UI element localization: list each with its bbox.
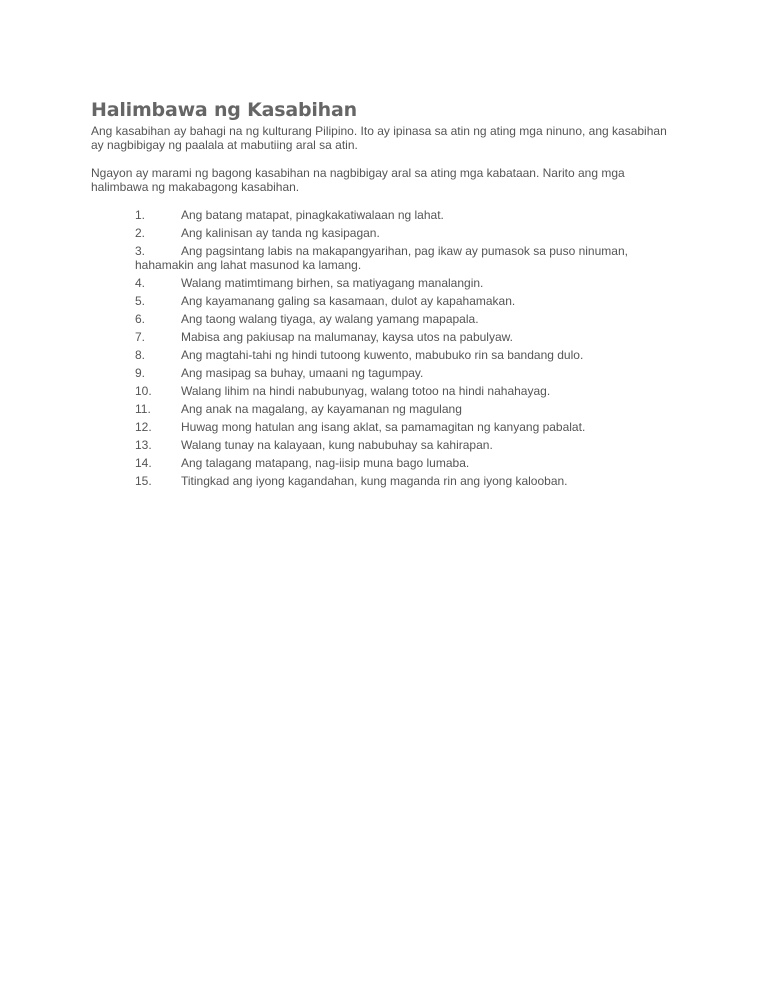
list-item-text: Walang lihim na hindi nabubunyag, walang totoo na hindi nahahayag. [181,384,551,398]
list-item-number: 14. [135,456,152,470]
list-item-number: 6. [135,312,146,326]
kasabihan-list [91,208,671,488]
list-item [135,312,671,326]
list-item-text: Ang talagang matapang, nag-iisip muna bago lumaba. [181,456,470,470]
list-item-number: 4. [135,276,146,290]
list-item [135,420,671,434]
list-item [135,366,671,380]
list-item-number: 7. [135,330,146,344]
intro-paragraph-2: Ngayon ay marami ng bagong kasabihan na nagbibigay aral sa ating mga kabataan. Narito ang mga halimbawa ng makabagong kasabihan. [91,166,625,194]
list-item-text: Ang masipag sa buhay, umaani ng tagumpay. [181,366,424,380]
list-item [135,276,671,290]
intro-paragraph: Ang kasabihan ay bahagi na ng kulturang Pilipino. Ito ay ipinasa sa atin ng ating mga ninuno, ang kasabihan ay nagbibigay ng paalala at mabutiing aral sa atin. [91,124,667,152]
list-item-text: Ang anak na magalang, ay kayamanan ng magulang [181,402,462,416]
list-item [135,244,671,272]
list-item-number: 11. [135,402,151,416]
document-title: Halimbawa ng Kasabihan [91,99,357,121]
list-item-text: Ang pagsintang labis na makapangyarihan, pag ikaw ay pumasok sa puso ninuman, hahamakin ang lahat masunod ka lamang. [135,244,628,272]
list-item-text: Ang magtahi-tahi ng hindi tutoong kuwento, mabubuko rin sa bandang dulo. [181,348,584,362]
list-item-text: Titingkad ang iyong kagandahan, kung maganda rin ang iyong kalooban. [181,474,568,488]
list-item [135,438,671,452]
list-item [135,294,671,308]
list-item-number: 15. [135,474,152,488]
list-item-text: Huwag mong hatulan ang isang aklat, sa pamamagitan ng kanyang pabalat. [181,420,586,434]
list-item [135,330,671,344]
list-item-number: 5. [135,294,146,308]
list-item-number: 8. [135,348,146,362]
list-item-text: Ang kayamanang galing sa kasamaan, dulot ay kapahamakan. [181,294,516,308]
list-item-number: 10. [135,384,152,398]
list-item-number: 3. [135,244,146,258]
list-item [135,384,671,398]
list-item-number: 13. [135,438,152,452]
list-item-text: Mabisa ang pakiusap na malumanay, kaysa utos na pabulyaw. [181,330,513,344]
list-item-number: 12. [135,420,152,434]
list-item [135,348,671,362]
list-item-text: Walang matimtimang birhen, sa matiyagang manalangin. [181,276,484,290]
list-item-number: 2. [135,226,146,240]
list-item-text: Ang taong walang tiyaga, ay walang yamang mapapala. [181,312,479,326]
list-item-text: Walang tunay na kalayaan, kung nabubuhay sa kahirapan. [181,438,493,452]
list-item [135,402,671,416]
list-item-text: Ang batang matapat, pinagkakatiwalaan ng lahat. [181,208,444,222]
list-item-number: 1. [135,208,146,222]
list-item-number: 9. [135,366,146,380]
list-item [135,226,671,240]
list-item [135,208,671,222]
list-item [135,474,671,488]
list-item [135,456,671,470]
document-page [91,98,671,492]
list-item-text: Ang kalinisan ay tanda ng kasipagan. [181,226,380,240]
